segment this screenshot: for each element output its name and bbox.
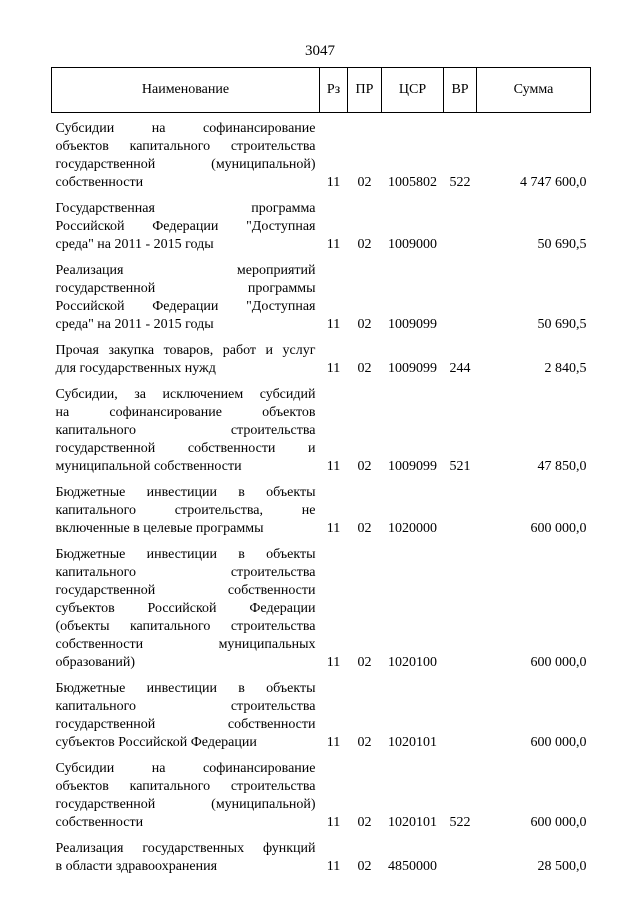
row-name xyxy=(52,538,320,672)
table-body xyxy=(52,113,591,877)
row-name-line: государственной собственности xyxy=(55,717,316,732)
row-vr: 521 xyxy=(449,459,471,474)
row-vr: 522 xyxy=(449,175,471,190)
row-name-line: Субсидии на софинансирование xyxy=(55,761,316,776)
table-row xyxy=(52,334,591,378)
row-name-line: Российской Федерации "Доступная xyxy=(55,299,316,314)
row-pr: 02 xyxy=(357,459,372,474)
row-name-line: государственной (муниципальной) xyxy=(55,797,316,812)
row-rz: 11 xyxy=(326,521,341,536)
row-csr: 1020100 xyxy=(388,655,437,670)
row-name-line: объектов капитального строительства xyxy=(55,779,316,794)
row-name-line: Субсидии на софинансирование xyxy=(55,121,316,136)
row-rz: 11 xyxy=(326,655,341,670)
row-name-line: Прочая закупка товаров, работ и услуг xyxy=(55,343,316,358)
row-name xyxy=(52,334,320,378)
row-name-line: объектов капитального строительства xyxy=(55,139,316,154)
row-sum: 600 000,0 xyxy=(530,815,587,830)
row-sum: 4 747 600,0 xyxy=(520,175,587,190)
budget-table xyxy=(51,67,591,876)
row-vr xyxy=(444,672,477,752)
table-row xyxy=(52,378,591,476)
table-row xyxy=(52,254,591,334)
page-number: 3047 xyxy=(305,43,335,59)
row-name xyxy=(52,476,320,538)
row-name-line: субъектов Российской Федерации xyxy=(55,735,257,750)
row-name-line: Бюджетные инвестиции в объекты xyxy=(55,485,316,500)
row-rz: 11 xyxy=(326,459,341,474)
row-name-line: Бюджетные инвестиции в объекты xyxy=(55,547,316,562)
row-name-line: среда" на 2011 - 2015 годы xyxy=(55,237,214,252)
table-row xyxy=(52,476,591,538)
row-name-line: капитального строительства xyxy=(55,423,316,438)
row-name-line: для государственных нужд xyxy=(55,361,216,376)
row-sum: 600 000,0 xyxy=(530,521,587,536)
row-name-line: Субсидии, за исключением субсидий xyxy=(55,387,316,402)
row-pr: 02 xyxy=(357,361,372,376)
row-name-line: собственности муниципальных xyxy=(55,637,316,652)
row-pr: 02 xyxy=(357,521,372,536)
row-name-line: образований) xyxy=(55,655,136,670)
row-name-line: Бюджетные инвестиции в объекты xyxy=(55,681,316,696)
row-name-line: муниципальной собственности xyxy=(55,459,242,474)
row-csr: 1009099 xyxy=(388,317,437,332)
header-rz: Рз xyxy=(320,68,348,113)
row-name-line: государственной программы xyxy=(55,281,316,296)
table-row xyxy=(52,113,591,193)
row-csr: 1020101 xyxy=(388,815,437,830)
row-vr xyxy=(444,192,477,254)
row-name-line: на софинансирование объектов xyxy=(55,405,316,420)
row-name-line: среда" на 2011 - 2015 годы xyxy=(55,317,214,332)
row-name-line: государственной собственности xyxy=(55,583,316,598)
row-rz: 11 xyxy=(326,361,341,376)
row-name xyxy=(52,192,320,254)
row-name-line: капитального строительства xyxy=(55,565,316,580)
table-header-row xyxy=(52,68,591,113)
header-name: Наименование xyxy=(52,68,320,113)
row-name-line: собственности xyxy=(55,815,144,830)
row-rz: 11 xyxy=(326,317,341,332)
row-vr: 244 xyxy=(449,361,471,376)
row-name xyxy=(52,378,320,476)
row-name-line: включенные в целевые программы xyxy=(55,521,264,536)
row-sum: 50 690,5 xyxy=(537,237,587,252)
row-name xyxy=(52,113,320,193)
row-rz: 11 xyxy=(326,735,341,750)
row-rz: 11 xyxy=(326,237,341,252)
row-csr: 1009099 xyxy=(388,459,437,474)
row-name-line: Российской Федерации "Доступная xyxy=(55,219,316,234)
row-name-line: государственной (муниципальной) xyxy=(55,157,316,172)
row-rz: 11 xyxy=(326,175,341,190)
table-row xyxy=(52,192,591,254)
header-sum: Сумма xyxy=(477,68,591,113)
header-pr: ПР xyxy=(348,68,382,113)
row-sum: 50 690,5 xyxy=(537,317,587,332)
row-name-line: Реализация мероприятий xyxy=(55,263,316,278)
row-sum: 28 500,0 xyxy=(537,859,587,874)
row-name-line: собственности xyxy=(55,175,144,190)
row-csr: 1020000 xyxy=(388,521,437,536)
table-row xyxy=(52,752,591,832)
row-name-line: капитального строительства, не xyxy=(55,503,316,518)
table-row xyxy=(52,672,591,752)
row-vr xyxy=(444,254,477,334)
row-vr xyxy=(444,832,477,876)
row-name-line: субъектов Российской Федерации xyxy=(55,601,316,616)
row-name-line: Реализация государственных функций xyxy=(55,841,316,856)
row-pr: 02 xyxy=(357,237,372,252)
row-pr: 02 xyxy=(357,859,372,874)
row-pr: 02 xyxy=(357,815,372,830)
row-vr xyxy=(444,476,477,538)
row-sum: 2 840,5 xyxy=(544,361,587,376)
row-sum: 47 850,0 xyxy=(537,459,587,474)
row-pr: 02 xyxy=(357,655,372,670)
row-csr: 4850000 xyxy=(388,859,437,874)
row-vr xyxy=(444,538,477,672)
table-row xyxy=(52,832,591,876)
row-name xyxy=(52,672,320,752)
row-csr: 1009099 xyxy=(388,361,437,376)
row-vr: 522 xyxy=(449,815,471,830)
row-rz: 11 xyxy=(326,815,341,830)
row-name-line: государственной собственности и xyxy=(55,441,316,456)
row-pr: 02 xyxy=(357,175,372,190)
row-name-line: капитального строительства xyxy=(55,699,316,714)
row-sum: 600 000,0 xyxy=(530,655,587,670)
row-sum: 600 000,0 xyxy=(530,735,587,750)
row-pr: 02 xyxy=(357,317,372,332)
table-row xyxy=(52,538,591,672)
row-name-line: в области здравоохранения xyxy=(55,859,218,874)
row-pr: 02 xyxy=(357,735,372,750)
row-name xyxy=(52,752,320,832)
row-csr: 1020101 xyxy=(388,735,437,750)
header-csr: ЦСР xyxy=(382,68,444,113)
row-name-line: (объекты капитального строительства xyxy=(55,619,316,634)
row-name xyxy=(52,254,320,334)
row-csr: 1005802 xyxy=(388,175,437,190)
row-name xyxy=(52,832,320,876)
row-csr: 1009000 xyxy=(388,237,437,252)
row-name-line: Государственная программа xyxy=(55,201,316,216)
row-rz: 11 xyxy=(326,859,341,874)
header-vr: ВР xyxy=(444,68,477,113)
